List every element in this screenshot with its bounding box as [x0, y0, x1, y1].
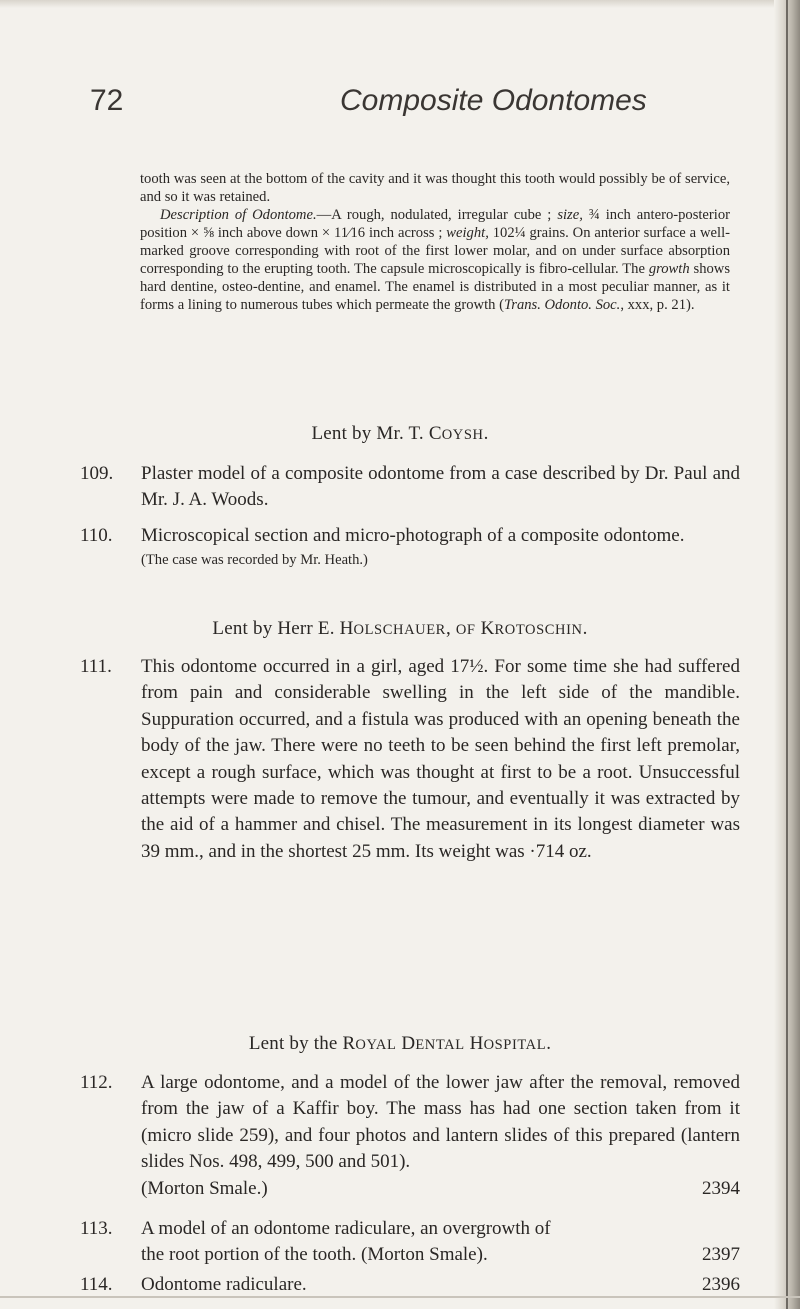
entry-number: 111.: [80, 656, 112, 677]
catalogue-entry-111: [80, 654, 740, 865]
entry-text-continued: the root portion of the tooth. (Morton Smale).: [141, 1244, 488, 1266]
lender-heading-coysh: Lent by Mr. T. COYSH.: [311, 423, 489, 444]
entry-text: A model of an odontome radiculare, an overgrowth of: [141, 1218, 551, 1239]
running-title: Composite Odontomes: [340, 84, 647, 117]
entry-text: Microscopical section and micro-photograph of a composite odontome.: [141, 525, 685, 546]
page-number: 72: [90, 84, 124, 117]
entry-text: This odontome occurred in a girl, aged 17½. For some time she had suffered from pain and considerable swelling in the left side of the mandible. Suppuration occurred, and a fistula was produced with an opening beneath the body of the jaw. There were no teeth to be seen behind the first left premolar, except a rough surface, which was thought at first to be a root. Unsuccessful attempts were made to remove the tumour, and eventually it was extracted by the aid of a hammer and chisel. The measurement in its longest diameter was 39 mm., and in the shortest 25 mm. Its weight was ·714 oz.: [141, 656, 740, 862]
entry-number: 109.: [80, 463, 114, 484]
continuation-paragraph: tooth was seen at the bottom of the cavity and it was thought this tooth would possibly be of service, and so it was retained.: [140, 171, 730, 205]
entry-note: (The case was recorded by Mr. Heath.): [141, 552, 368, 569]
catalogue-entry-110: [80, 523, 740, 571]
entry-number: 110.: [80, 525, 113, 546]
entry-text: A large odontome, and a model of the lower jaw after the removal, removed from the jaw of a Kaffir boy. The mass has had one section taken from it (micro slide 259), and four photos and lantern slides of this prepared (lantern slides Nos. 498, 499, 500 and 501).: [141, 1072, 740, 1173]
entry-attribution: (Morton Smale.): [141, 1177, 268, 1199]
entry-text: Plaster model of a composite odontome from a case described by Dr. Paul and Mr. J. A. Woods.: [141, 463, 740, 511]
lender-heading-royal-dental-hospital: Lent by the ROYAL DENTAL HOSPITAL.: [248, 1033, 552, 1054]
entry-reference-number: 2397: [702, 1244, 740, 1266]
entry-text: Odontome radiculare.: [141, 1274, 307, 1295]
continuation-text: [140, 170, 730, 314]
page-edge-shadow: [774, 0, 800, 1309]
catalogue-entry-109: [80, 461, 740, 514]
lender-heading-holschauer: Lent by Herr E. HOLSCHAUER, OF KROTOSCHIN.: [212, 618, 588, 639]
entry-reference-number: 2394: [702, 1177, 740, 1199]
entry-number: 113.: [80, 1218, 113, 1239]
entry-number: 114.: [80, 1274, 113, 1295]
catalogue-entry-113: [80, 1216, 740, 1269]
description-paragraph: Description of Odontome.—A rough, nodulated, irregular cube ; size, ¾ inch antero-posterior position × ⅝ inch above down × 11⁄16 inch across ; weight, 102¼ grains. On anterior surface a well-marked groove corresponding with root of the first lower molar, and on under surface absorption corresponding to the erupting tooth. The capsule microscopically is fibro-cellular. The growth shows hard dentine, osteo-dentine, and enamel. The enamel is distributed in a most peculiar manner, as it forms a lining to numerous tubes which permeate the growth (Trans. Odonto. Soc., xxx, p. 21).: [140, 207, 731, 313]
catalogue-entry-112: [80, 1070, 740, 1202]
running-header: [0, 84, 800, 124]
catalogue-entry-114: [80, 1272, 740, 1298]
page-top-shadow: [0, 0, 800, 8]
entry-reference-number: 2396: [702, 1274, 740, 1295]
entry-number: 112.: [80, 1072, 113, 1093]
